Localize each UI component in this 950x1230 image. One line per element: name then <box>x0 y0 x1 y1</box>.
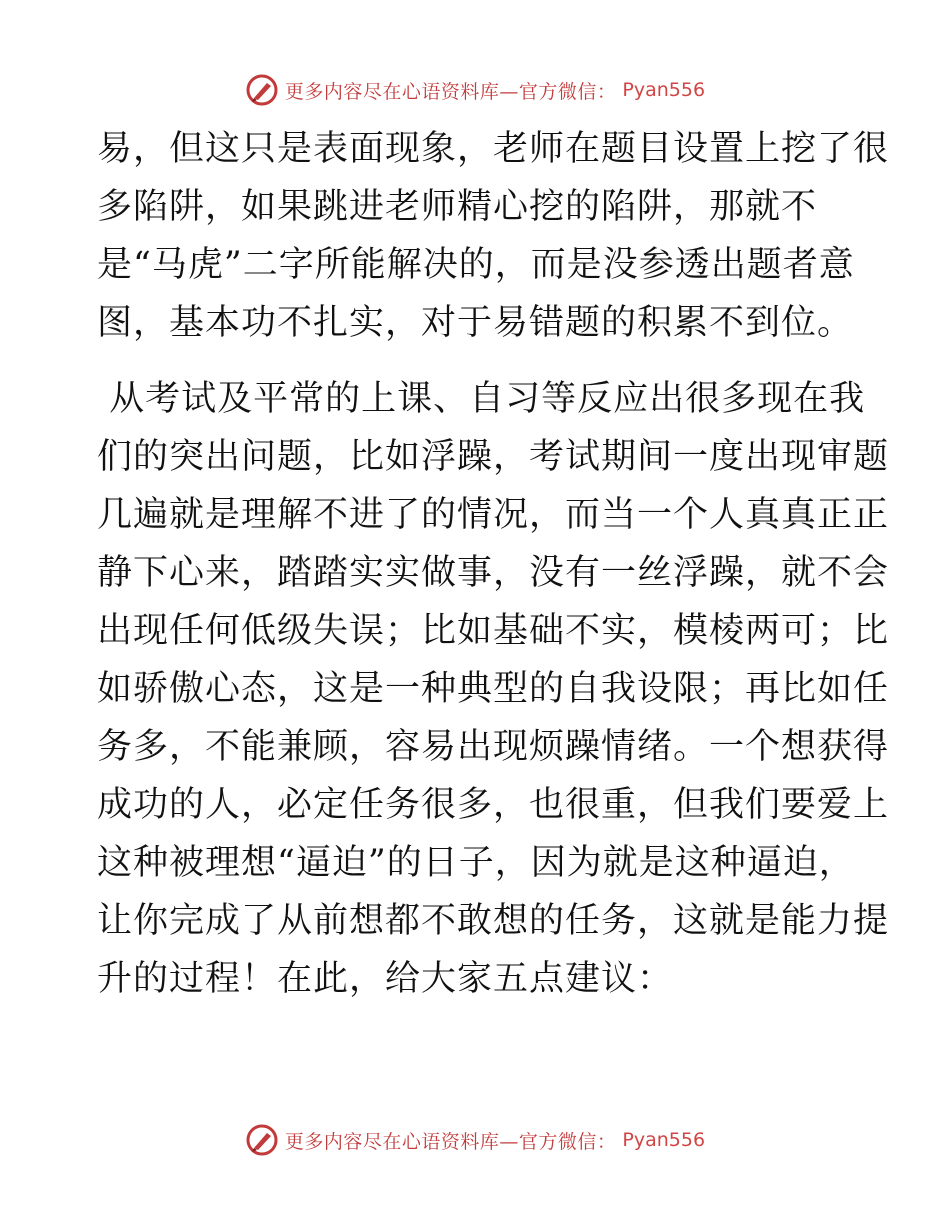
text-line: 几遍就是理解不进了的情况，而当一个人真真正正 <box>97 495 890 535</box>
text-line: 成功的人，必定任务很多，也很重，但我们要爱上 <box>97 785 890 825</box>
text-line: 易，但这只是表面现象，老师在题目设置上挖了很 <box>97 129 890 169</box>
text-line: 务多，不能兼顾，容易出现烦躁情绪。一个想获得 <box>97 727 890 767</box>
text-line: 们的突出问题，比如浮躁，考试期间一度出现审题 <box>97 437 890 477</box>
document-body <box>97 120 890 1008</box>
text-line: 图，基本功不扎实，对于易错题的积累不到位。 <box>97 303 854 343</box>
text-line: 从考试及平常的上课、自习等反应出很多现在我 <box>97 379 866 419</box>
footer-banner <box>0 1120 950 1160</box>
text-line: 静下心来，踏踏实实做事，没有一丝浮躁，就不会 <box>97 553 890 593</box>
text-line: 出现任何低级失误；比如基础不实，模棱两可；比 <box>97 611 890 651</box>
header-banner-text: 更多内容尽在心语资料库—官方微信： <box>284 80 617 103</box>
text-line: 是“马虎”二字所能解决的，而是没参透出题者意 <box>97 245 855 285</box>
footer-wechat-id: Pyan556 <box>622 1129 706 1151</box>
text-line: 如骄傲心态，这是一种典型的自我设限；再比如任 <box>97 669 890 709</box>
text-line: 这种被理想“逼迫”的日子，因为就是这种逼迫， <box>97 843 855 883</box>
paragraph <box>97 370 890 1008</box>
footer-banner-text: 更多内容尽在心语资料库—官方微信： <box>284 1130 617 1153</box>
text-line: 让你完成了从前想都不敢想的任务，这就是能力提 <box>97 901 890 941</box>
pen-logo-icon <box>245 1123 279 1157</box>
text-line: 多陷阱，如果跳进老师精心挖的陷阱，那就不 <box>97 187 818 227</box>
text-line: 升的过程！在此，给大家五点建议： <box>97 959 674 999</box>
pen-logo-icon <box>245 73 279 107</box>
header-banner <box>0 70 950 110</box>
header-wechat-id: Pyan556 <box>622 79 706 101</box>
paragraph <box>97 120 890 352</box>
